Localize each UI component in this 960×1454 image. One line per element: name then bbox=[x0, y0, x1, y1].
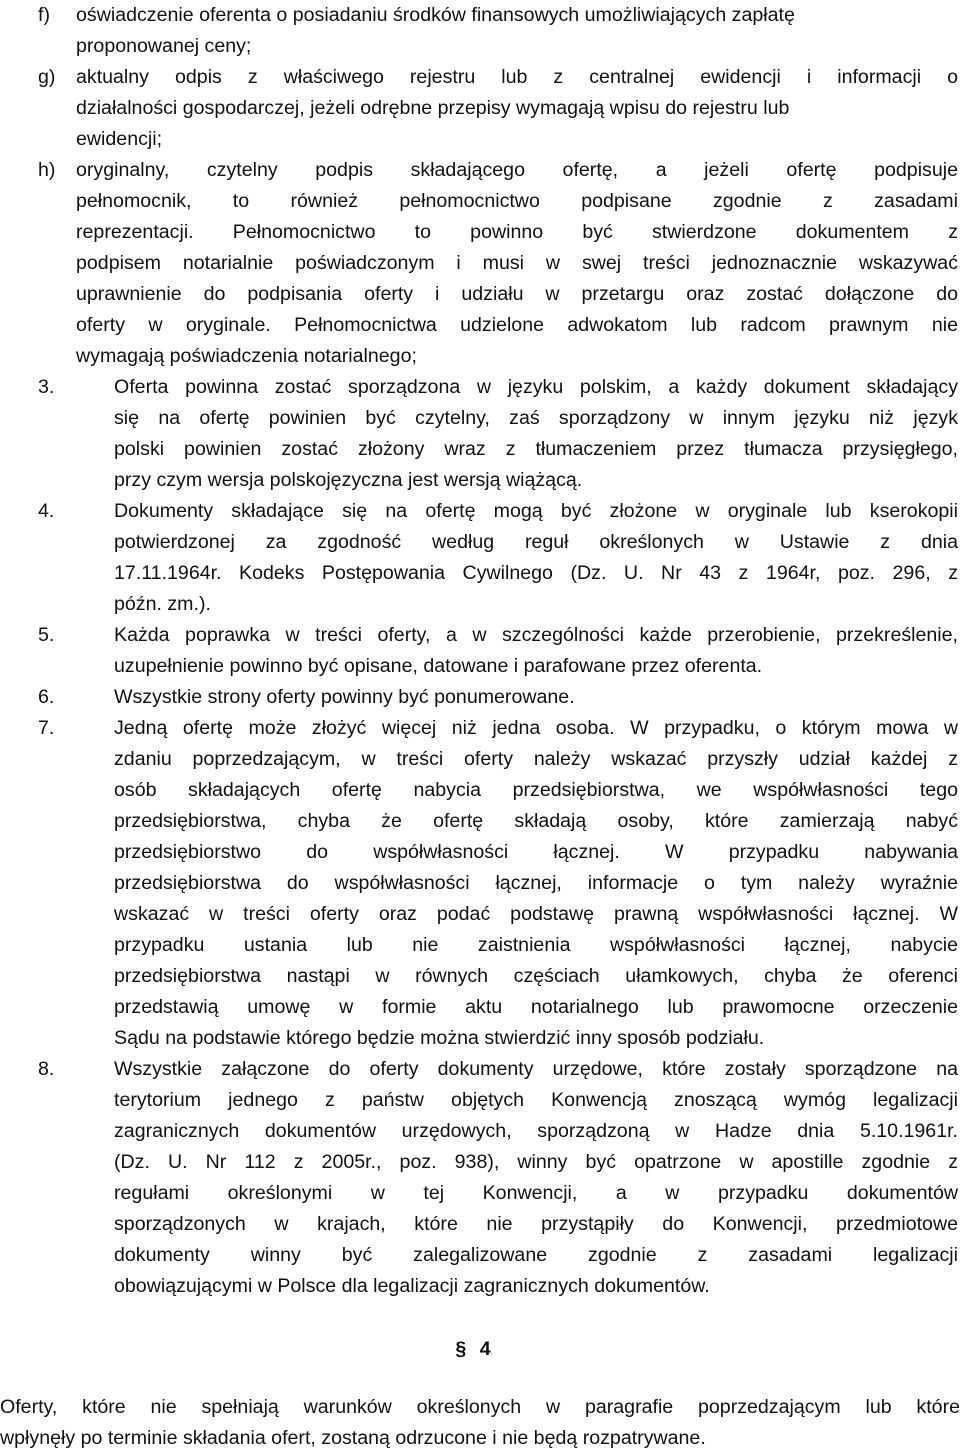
text-line: uprawnienie do podpisania oferty i udziału w przetargu oraz zostać dołączone do bbox=[76, 283, 958, 305]
numbered-label: 3. bbox=[38, 376, 55, 398]
text-line: zdaniu poprzedzającym, w treści oferty należy wskazać przyszły udział każdej z bbox=[114, 748, 958, 770]
text-line: Sądu na podstawie którego będzie można stwierdzić inny sposób podziału. bbox=[114, 1027, 765, 1049]
numbered-text bbox=[114, 682, 958, 713]
text-line: Jedną ofertę może złożyć więcej niż jedna osoba. W przypadku, o którym mowa w bbox=[114, 717, 958, 739]
text-line: polski powinien zostać złożony wraz z tłumaczeniem przez tłumacza przysięgłego, bbox=[114, 438, 958, 460]
text-line: późn. zm.). bbox=[114, 593, 211, 615]
numbered-text bbox=[114, 496, 958, 620]
text-line: Dokumenty składające się na ofertę mogą być złożone w oryginale lub kserokopii bbox=[114, 500, 958, 522]
text-line: regułami określonymi w tej Konwencji, a w przypadku dokumentów bbox=[114, 1182, 958, 1204]
text-line: przedsiębiorstwa, chyba że ofertę składają osoby, które zamierzają nabyć bbox=[114, 810, 958, 832]
letter-text bbox=[76, 0, 958, 62]
text-line: wskazać w treści oferty oraz podać podstawę prawną współwłasności łącznej. W bbox=[114, 903, 958, 925]
text-line: oświadczenie oferenta o posiadaniu środków finansowych umożliwiających zapłatę bbox=[76, 4, 795, 26]
section-number: 4 bbox=[479, 1338, 491, 1360]
text-line: Wszystkie strony oferty powinny być ponumerowane. bbox=[114, 686, 575, 708]
numbered-label: 5. bbox=[38, 624, 55, 646]
text-line: 17.11.1964r. Kodeks Postępowania Cywilnego (Dz. U. Nr 43 z 1964r, poz. 296, z bbox=[114, 562, 958, 584]
text-line: przedsiębiorstwa nastąpi w równych częściach ułamkowych, chyba że oferenci bbox=[114, 965, 958, 987]
text-line: działalności gospodarczej, jeżeli odrębne przepisy wymagają wpisu do rejestru lub bbox=[76, 97, 790, 119]
text-line: terytorium jednego z państw objętych Konwencją znoszącą wymóg legalizacji bbox=[114, 1089, 958, 1111]
text-line: ewidencji; bbox=[76, 128, 163, 150]
numbered-label: 8. bbox=[38, 1058, 55, 1080]
text-line: przy czym wersja polskojęzyczna jest wersją wiążącą. bbox=[114, 469, 583, 491]
text-line: zagranicznych dokumentów urzędowych, sporządzoną w Hadze dnia 5.10.1961r. bbox=[114, 1120, 958, 1142]
letter-text bbox=[76, 62, 958, 155]
text-line: dokumenty winny być zalegalizowane zgodnie z zasadami legalizacji bbox=[114, 1244, 958, 1266]
letter-label: g) bbox=[38, 66, 56, 88]
numbered-label: 4. bbox=[38, 500, 55, 522]
text-line: podpisem notarialnie poświadczonym i musi w swej treści jednoznacznie wskazywać bbox=[76, 252, 958, 274]
text-line: aktualny odpis z właściwego rejestru lub z centralnej ewidencji i informacji o bbox=[76, 66, 958, 88]
text-line: (Dz. U. Nr 112 z 2005r., poz. 938), winny być opatrzone w apostille zgodnie z bbox=[114, 1151, 958, 1173]
numbered-text bbox=[114, 372, 958, 496]
text-line: Wszystkie załączone do oferty dokumenty urzędowe, które zostały sporządzone na bbox=[114, 1058, 958, 1080]
text-line: potwierdzonej za zgodność według reguł określonych w Ustawie z dnia bbox=[114, 531, 958, 553]
text-line: przedsiębiorstwo do współwłasności łącznej. W przypadku nabywania bbox=[114, 841, 958, 863]
text-line: przedsiębiorstwa do współwłasności łącznej, informacje o tym należy wyraźnie bbox=[114, 872, 958, 894]
letter-label: h) bbox=[38, 159, 56, 181]
numbered-label: 6. bbox=[38, 686, 55, 708]
text-line: Każda poprawka w treści oferty, a w szczególności każde przerobienie, przekreślenie, bbox=[114, 624, 958, 646]
numbered-text bbox=[114, 713, 958, 1054]
footer-line-2: wpłynęły po terminie składania ofert, zostaną odrzucone i nie będą rozpatrywane. bbox=[0, 1427, 706, 1449]
section-heading bbox=[0, 1334, 960, 1365]
text-line: przypadku ustania lub nie zaistnienia współwłasności łącznej, nabycie bbox=[114, 934, 958, 956]
text-line: przedstawią umowę w formie aktu notarialnego lub prawomocne orzeczenie bbox=[114, 996, 958, 1018]
text-line: proponowanej ceny; bbox=[76, 35, 252, 57]
section-symbol: § bbox=[455, 1338, 467, 1360]
numbered-text bbox=[114, 620, 958, 682]
text-line: pełnomocnik, to również pełnomocnictwo podpisane zgodnie z zasadami bbox=[76, 190, 958, 212]
text-line: obowiązującymi w Polsce dla legalizacji zagranicznych dokumentów. bbox=[114, 1275, 710, 1297]
text-line: oferty w oryginale. Pełnomocnictwa udzielone adwokatom lub radcom prawnym nie bbox=[76, 314, 958, 336]
text-line: sporządzonych w krajach, które nie przystąpiły do Konwencji, przedmiotowe bbox=[114, 1213, 958, 1235]
text-line: wymagają poświadczenia notarialnego; bbox=[76, 345, 417, 367]
text-line: Oferta powinna zostać sporządzona w języku polskim, a każdy dokument składający bbox=[114, 376, 958, 398]
text-line: osób składających ofertę nabycia przedsiębiorstwa, we współwłasności tego bbox=[114, 779, 958, 801]
text-line: reprezentacji. Pełnomocnictwo to powinno być stwierdzone dokumentem z bbox=[76, 221, 958, 243]
numbered-text bbox=[114, 1054, 958, 1302]
text-line: uzupełnienie powinno być opisane, datowane i parafowane przez oferenta. bbox=[114, 655, 763, 677]
text-line: oryginalny, czytelny podpis składającego ofertę, a jeżeli ofertę podpisuje bbox=[76, 159, 958, 181]
footer-line-1: Oferty, które nie spełniają warunków określonych w paragrafie poprzedzającym lub które bbox=[0, 1396, 960, 1418]
numbered-label: 7. bbox=[38, 717, 55, 739]
letter-text bbox=[76, 155, 958, 372]
text-line: się na ofertę powinien być czytelny, zaś sporządzony w innym języku niż język bbox=[114, 407, 958, 429]
letter-label: f) bbox=[38, 4, 50, 26]
